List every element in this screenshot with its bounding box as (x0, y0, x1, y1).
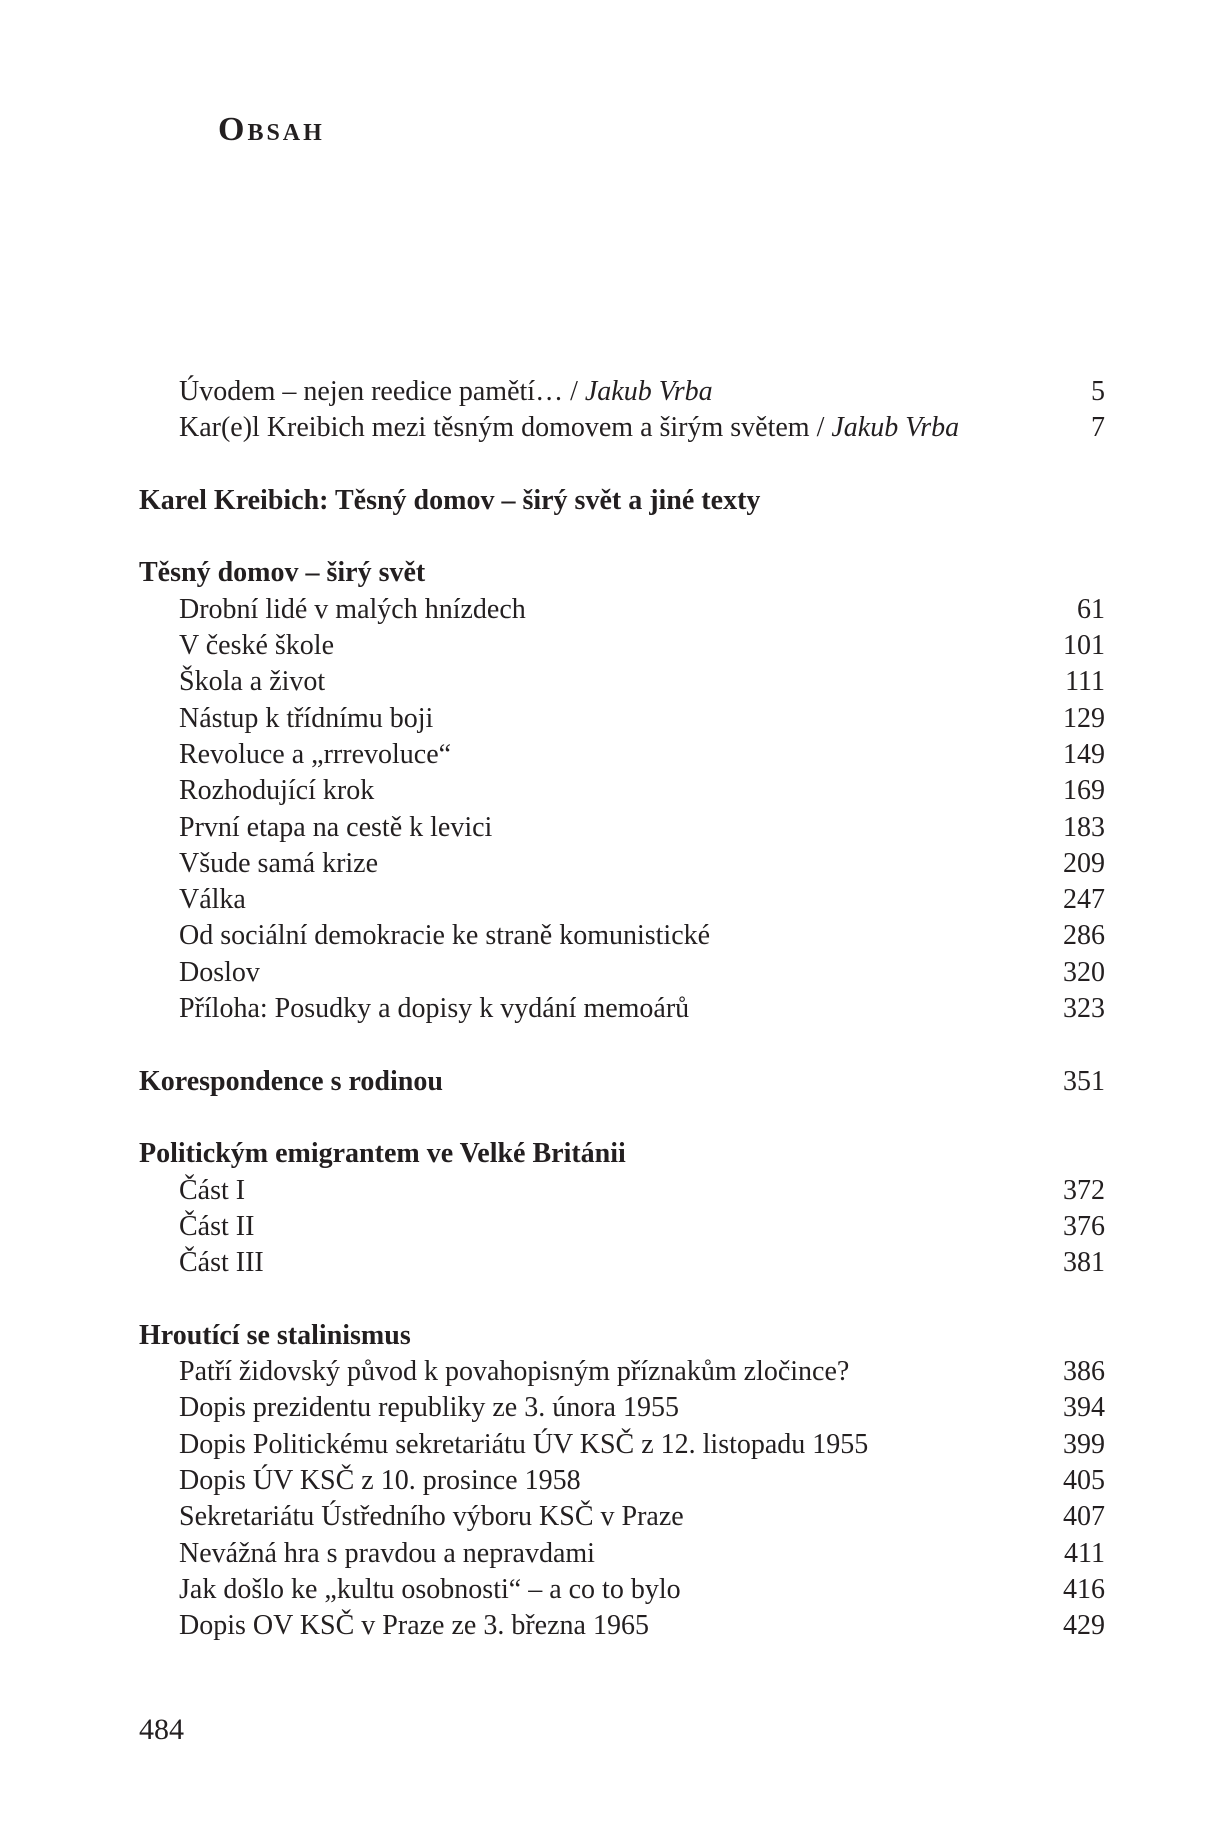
entry-page: 323 (1063, 993, 1105, 1025)
entry-title: Doslov (179, 956, 260, 988)
entry-title: Od sociální demokracie ke straně komunistické (179, 920, 711, 952)
entry-page: 129 (1063, 702, 1105, 734)
entry-title: Kar(e)l Kreibich mezi těsným domovem a širým světem (179, 412, 810, 444)
entry-page: 101 (1063, 630, 1105, 662)
entry-page: 183 (1063, 811, 1105, 843)
toc-entry[interactable] (139, 1427, 1105, 1463)
entry-title: Patří židovský původ k povahopisným příznakům zločince? (179, 1356, 850, 1388)
toc-entry[interactable] (139, 737, 1105, 773)
section-items (139, 592, 1105, 1028)
entry-page: 386 (1063, 1356, 1105, 1388)
entry-page: 209 (1063, 847, 1105, 879)
entry-page: 376 (1063, 1210, 1105, 1242)
entry-title: První etapa na cestě k levici (179, 811, 493, 843)
entry-title: Škola a život (179, 666, 326, 698)
toc-entry[interactable] (139, 410, 1105, 446)
entry-separator: / (563, 376, 585, 407)
toc-entry[interactable] (139, 1173, 1105, 1209)
entry-title: Nástup k třídnímu boji (179, 702, 434, 734)
entry-page: 351 (1063, 1065, 1105, 1097)
toc-entry[interactable] (139, 1354, 1105, 1390)
page-title: Obsah (218, 111, 325, 148)
entry-page: 111 (1065, 666, 1105, 698)
section-title: Politickým emigrantem ve Velké Británii (139, 1138, 626, 1170)
entry-page: 407 (1063, 1501, 1105, 1533)
entry-page: 5 (1091, 376, 1105, 407)
entry-page: 411 (1064, 1537, 1105, 1569)
entry-title: Část III (179, 1247, 264, 1279)
entry-title: Dopis OV KSČ v Praze ze 3. března 1965 (179, 1610, 649, 1642)
toc-entry[interactable] (139, 918, 1105, 954)
entry-title: Úvodem – nejen reedice pamětí… (179, 376, 564, 407)
toc-entry[interactable] (139, 773, 1105, 809)
entry-title: Všude samá krize (179, 847, 379, 879)
section-items (139, 1354, 1105, 1644)
toc-entry[interactable] (139, 810, 1105, 846)
toc-entry[interactable] (139, 1536, 1105, 1572)
toc-entry[interactable] (139, 1499, 1105, 1535)
entry-title: V české škole (179, 630, 334, 662)
entry-page: 7 (1091, 412, 1105, 444)
toc-entry[interactable] (139, 374, 1105, 410)
entry-title: Dopis ÚV KSČ z 10. prosince 1958 (179, 1464, 581, 1496)
entry-title: Dopis Politickému sekretariátu ÚV KSČ z 12. listopadu 1955 (179, 1428, 869, 1460)
section-heading (139, 555, 1105, 591)
entry-page: 405 (1063, 1464, 1105, 1496)
entry-page: 399 (1063, 1428, 1105, 1460)
entry-page: 247 (1063, 884, 1105, 916)
table-of-contents (139, 374, 1105, 1644)
toc-entry[interactable] (139, 664, 1105, 700)
toc-entry[interactable] (139, 1608, 1105, 1644)
book-heading-text: Karel Kreibich: Těsný domov – širý svět a jiné texty (139, 484, 761, 516)
entry-page: 372 (1063, 1174, 1105, 1206)
section-heading-korespondence[interactable] (139, 1064, 1105, 1100)
entry-title: Revoluce a „rrrevoluce“ (179, 738, 452, 770)
entry-title: Válka (179, 884, 246, 916)
book-heading (139, 483, 1105, 519)
toc-entry[interactable] (139, 592, 1105, 628)
entry-page: 61 (1077, 593, 1105, 625)
entry-title: Dopis prezidentu republiky ze 3. února 1955 (179, 1392, 679, 1424)
entry-author: Jakub Vrba (584, 376, 713, 407)
entry-page: 169 (1063, 775, 1105, 807)
toc-entry[interactable] (139, 1245, 1105, 1281)
section-title: Hroutící se stalinismus (139, 1319, 411, 1351)
entry-title: Nevážná hra s pravdou a nepravdami (179, 1537, 595, 1569)
toc-entry[interactable] (139, 1209, 1105, 1245)
entry-page: 320 (1063, 956, 1105, 988)
toc-entry[interactable] (139, 955, 1105, 991)
toc-entry[interactable] (139, 1463, 1105, 1499)
entry-page: 394 (1063, 1392, 1105, 1424)
entry-page: 149 (1063, 738, 1105, 770)
toc-entry[interactable] (139, 1390, 1105, 1426)
page-number: 484 (139, 1713, 184, 1746)
section-heading (139, 1136, 1105, 1172)
entry-page: 429 (1063, 1610, 1105, 1642)
section-title: Těsný domov – širý svět (139, 557, 426, 589)
entry-author: Jakub Vrba (831, 412, 960, 444)
section-items (139, 1173, 1105, 1282)
toc-entry[interactable] (139, 882, 1105, 918)
entry-title: Příloha: Posudky a dopisy k vydání memoárů (179, 993, 690, 1025)
entry-title: Část II (179, 1210, 255, 1242)
section-title: Korespondence s rodinou (139, 1065, 443, 1097)
entry-title: Sekretariátu Ústředního výboru KSČ v Praze (179, 1501, 684, 1533)
entry-title: Rozhodující krok (179, 775, 375, 807)
toc-entry[interactable] (139, 1572, 1105, 1608)
toc-entry[interactable] (139, 991, 1105, 1027)
entry-title: Část I (179, 1174, 246, 1206)
section-heading (139, 1318, 1105, 1354)
entry-title: Drobní lidé v malých hnízdech (179, 593, 526, 625)
entry-page: 286 (1063, 920, 1105, 952)
toc-entry[interactable] (139, 846, 1105, 882)
entry-title: Jak došlo ke „kultu osobnosti“ – a co to bylo (179, 1573, 681, 1605)
entry-page: 381 (1063, 1247, 1105, 1279)
toc-entry[interactable] (139, 701, 1105, 737)
toc-entry[interactable] (139, 628, 1105, 664)
entry-separator: / (809, 412, 832, 444)
entry-page: 416 (1063, 1573, 1105, 1605)
